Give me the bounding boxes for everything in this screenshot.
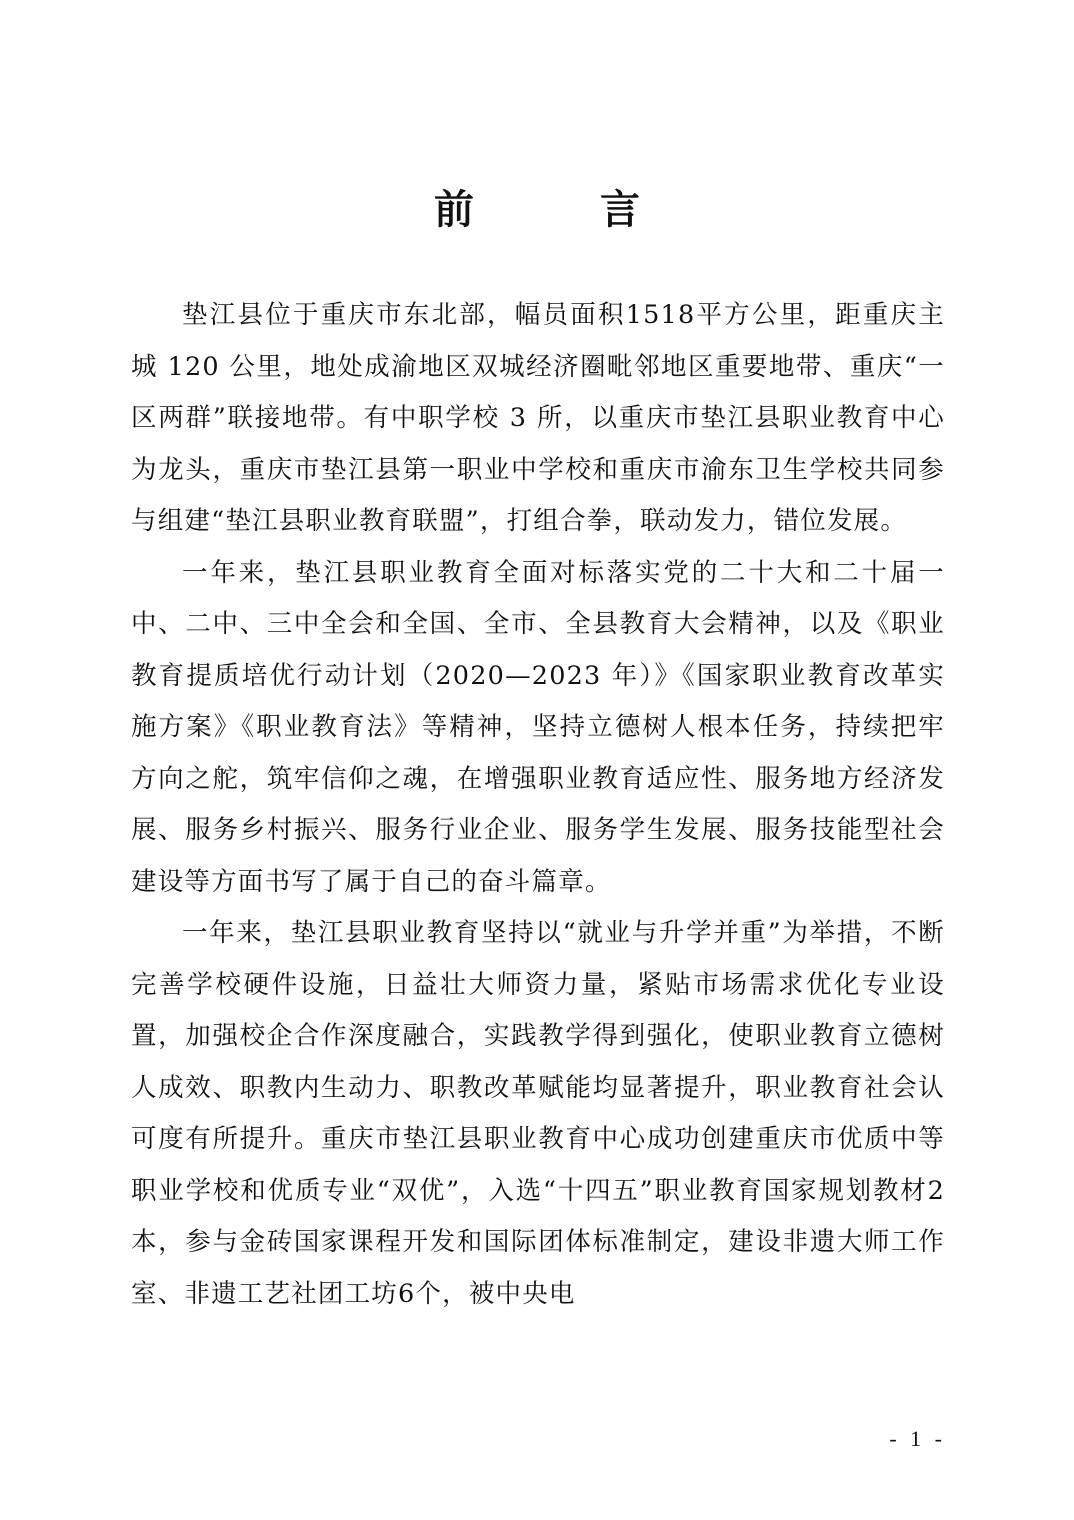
- paragraph-3: 一年来，垫江县职业教育坚持以“就业与升学并重”为举措，不断完善学校硬件设施，日益壮大师资力量，紧贴市场需求优化专业设置，加强校企合作深度融合，实践教学得到强化，使职业教育立德树人成效、职教内生动力、职教改革赋能均显著提升，职业教育社会认可度有所提升。重庆市垫江县职业教育中心成功创建重庆市优质中等职业学校和优质专业“双优”，入选“十四五”职业教育国家规划教材2本，参与金砖国家课程开发和国际团体标准制定，建设非遗大师工作室、非遗工艺社团工坊6个，被中央电: [131, 918, 945, 1309]
- paragraph-1: 垫江县位于重庆市东北部，幅员面积1518平方公里，距重庆主城 120 公里，地处成渝地区双城经济圈毗邻地区重要地带、重庆“一区两群”联接地带。有中职学校 3 所，以重庆市垫江县职业教育中心为龙头，重庆市垫江县第一职业中学校和重庆市渝东卫生学校共同参与组建“垫江县职业教育联盟”，打组合拳，联动发力，错位发展。: [131, 300, 945, 536]
- page-number: - 1 -: [889, 1426, 946, 1451]
- page-title: 前 言: [434, 186, 696, 233]
- paragraph-2: 一年来，垫江县职业教育全面对标落实党的二十大和二十届一中、二中、三中全会和全国、全市、全县教育大会精神，以及《职业教育提质培优行动计划（2020—2023 年）》《国家职业教育改革实施方案》《职业教育法》等精神，坚持立德树人根本任务，持续把牢方向之舵，筑牢信仰之魂，在增强职业教育适应性、服务地方经济发展、服务乡村振兴、服务行业企业、服务学生发展、服务技能型社会建设等方面书写了属于自己的奋斗篇章。: [131, 557, 945, 897]
- body-text: [131, 290, 945, 1320]
